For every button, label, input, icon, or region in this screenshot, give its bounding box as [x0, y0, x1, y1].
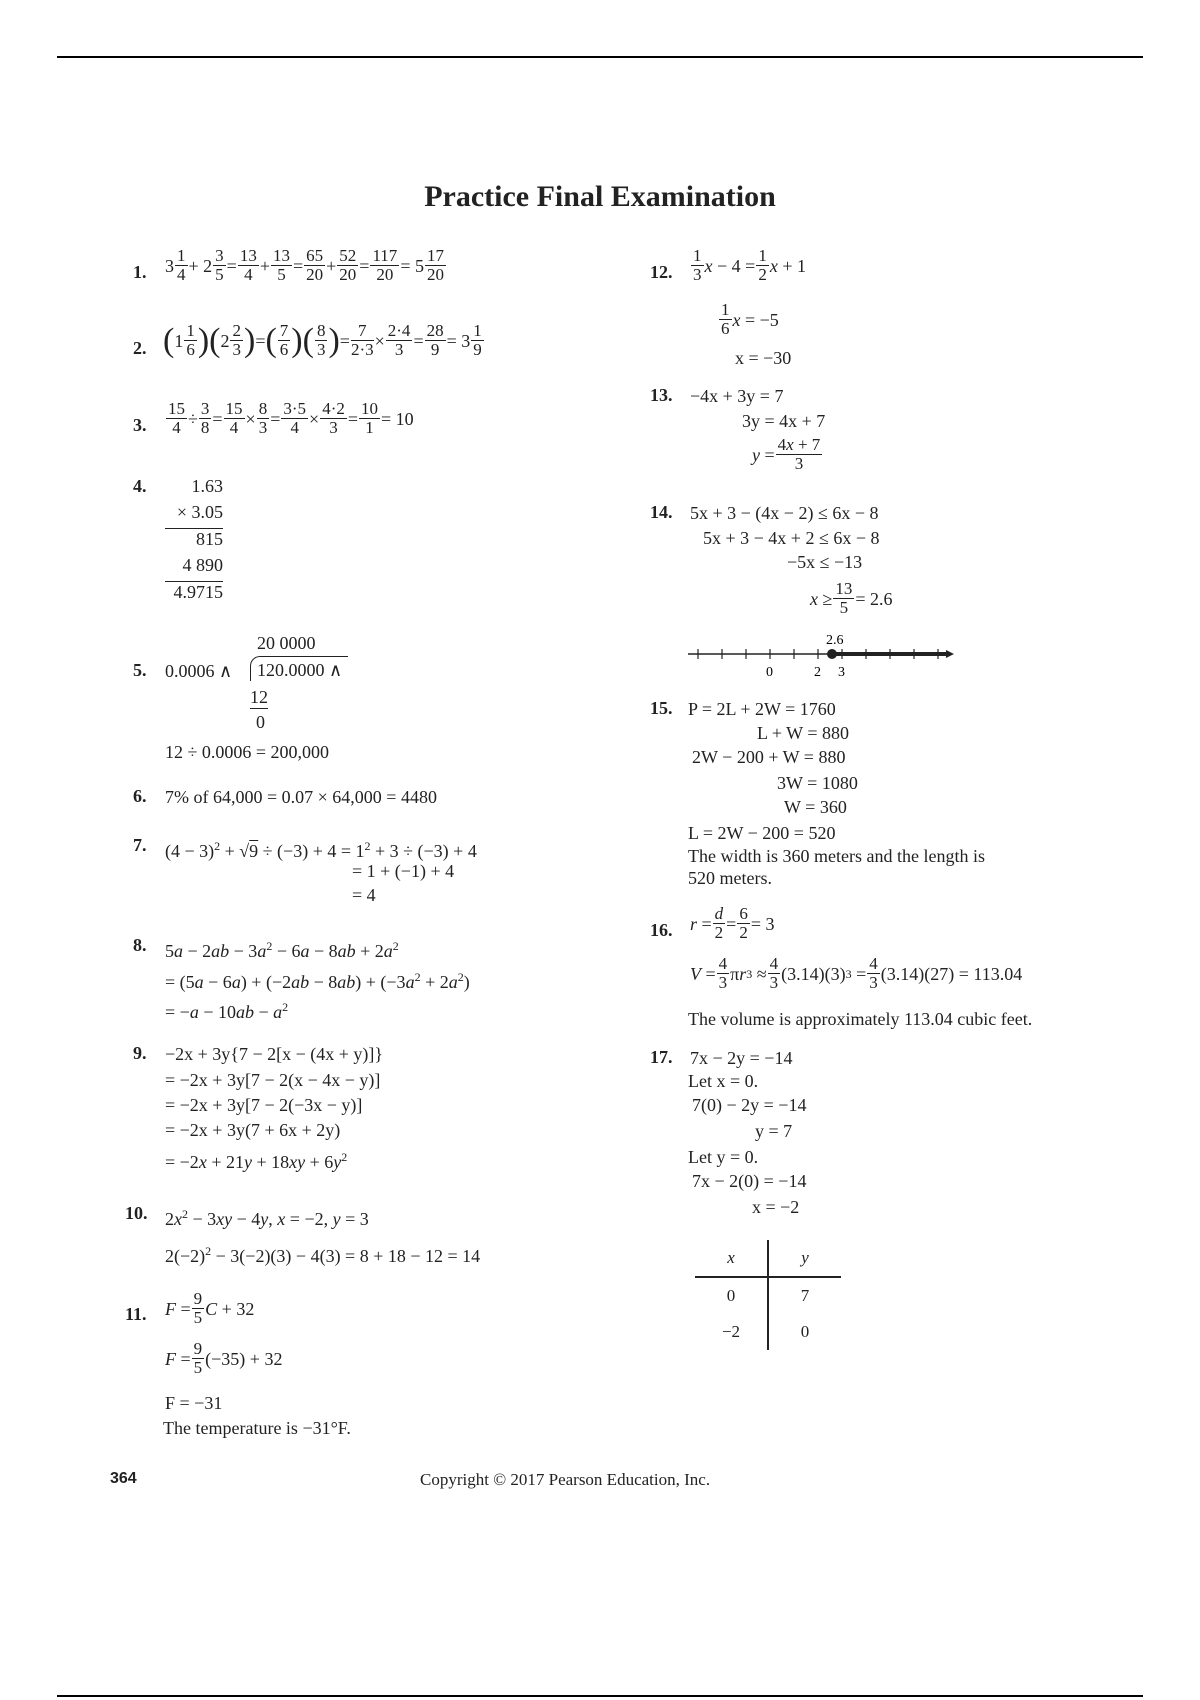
problem-11-line-3: F = −31: [165, 1393, 223, 1413]
arrow-head-icon: [946, 650, 954, 658]
problem-12-line-3: x = −30: [735, 348, 792, 368]
problem-11-line-4: The temperature is −31°F.: [163, 1418, 351, 1438]
table-cell: −2: [695, 1314, 768, 1350]
problem-17-line-6: 7x − 2(0) = −14: [692, 1171, 807, 1191]
tick-label: 0: [766, 665, 773, 680]
multiplicand: 1.63: [191, 476, 223, 496]
problem-number: 6.: [133, 786, 147, 806]
problem-15-line-4: 3W = 1080: [777, 773, 858, 793]
table-cell: 0: [695, 1277, 768, 1314]
tick-label: 2: [814, 665, 821, 680]
problem-number: 9.: [133, 1043, 147, 1063]
closed-point-icon: [827, 649, 837, 659]
problem-9-line-5: = $-2x + 21y + 18xy + 6y^2$: [165, 1150, 348, 1172]
problem-6-work: 7% of 64,000 = 0.07 × 64,000 = 4480: [165, 787, 437, 807]
xy-table: [695, 1240, 841, 1350]
divisor: 0.0006 ∧: [165, 661, 233, 681]
problem-13-line-2: 3y = 4x + 7: [742, 411, 826, 431]
problem-14-line-4: x ≥ 13 5 = 2.6: [810, 579, 893, 617]
problem-15-answer-cont: 520 meters.: [688, 868, 772, 888]
remainder: 0: [256, 712, 265, 732]
problem-number: 17.: [650, 1047, 673, 1067]
point-label: 2.6: [826, 633, 844, 648]
problem-10-line-1: $2x^2 - 3xy - 4y$, x = −2, y = 3: [165, 1207, 369, 1229]
problem-17-line-4: y = 7: [755, 1121, 793, 1141]
problem-17-line-2: Let x = 0.: [688, 1071, 759, 1091]
page-number: 364: [110, 1470, 137, 1487]
problem-9-line-2: = −2x + 3y[7 − 2(x − 4x − y)]: [165, 1070, 381, 1090]
problem-15-line-5: W = 360: [784, 797, 847, 817]
subtract-line: 12: [250, 687, 268, 707]
problem-7-line-1: $(4 - 3)^2 + √9 \div (-3) + 4 = 1^2 + 3 \div (-3) + 4$: [165, 839, 477, 861]
problem-14-line-1: 5x + 3 − (4x − 2) ≤ 6x − 8: [690, 503, 879, 523]
problem-10-line-2: $2(-2)^2 - 3(-2)(3) - 4(3) = 8 + 18 - 12 = 14$: [165, 1244, 481, 1266]
problem-9-line-3: = −2x + 3y[7 − 2(−3x − y)]: [165, 1095, 363, 1115]
bottom-rule: [57, 1695, 1143, 1697]
number-line: [686, 630, 956, 690]
division-result: 12 ÷ 0.0006 = 200,000: [165, 742, 330, 762]
table-cell: 7: [800, 1286, 810, 1305]
problem-number: 14.: [650, 502, 673, 522]
problem-15-line-1: P = 2L + 2W = 1760: [688, 699, 836, 719]
top-rule: [57, 56, 1143, 58]
problem-8-line-3: = $-a - 10ab - a^2$: [165, 1000, 289, 1022]
problem-17-line-7: x = −2: [752, 1197, 800, 1217]
problem-16-line-1: r = d 2 = 6 2 = 3: [690, 904, 775, 942]
problem-number: 8.: [133, 935, 147, 955]
problem-number: 16.: [650, 920, 673, 940]
problem-17-line-3: 7(0) − 2y = −14: [692, 1095, 807, 1115]
problem-17-line-5: Let y = 0.: [688, 1147, 759, 1167]
problem-number: 13.: [650, 385, 673, 405]
dividend: 120.0000 ∧: [250, 656, 348, 681]
problem-number: 4.: [133, 476, 147, 496]
copyright: Copyright © 2017 Pearson Education, Inc.: [420, 1470, 711, 1489]
problem-4-work: [165, 476, 223, 608]
problem-16-line-2: V = 4 3 π r 3 ≈ 4 3 (3.14)(3) 3 = 4 3 (3.14)(27) = 113.04: [690, 954, 1023, 992]
problem-number: 12.: [650, 262, 673, 282]
problem-16-answer: The volume is approximately 113.04 cubic feet.: [688, 1009, 1033, 1029]
problem-15-line-3: 2W − 200 + W = 880: [692, 747, 846, 767]
problem-17-line-1: 7x − 2y = −14: [690, 1048, 793, 1068]
table-cell: 0: [800, 1322, 810, 1341]
problem-9-line-1: −2x + 3y{7 − 2[x − (4x + y)]}: [165, 1044, 384, 1064]
problem-15-line-2: L + W = 880: [757, 723, 849, 743]
problem-number: 1.: [133, 262, 147, 282]
problem-number: 15.: [650, 698, 673, 718]
problem-number: 7.: [133, 835, 147, 855]
table-header: y: [768, 1240, 841, 1277]
problem-7-line-2: = 1 + (−1) + 4: [352, 861, 455, 881]
problem-7-line-3: = 4: [352, 885, 376, 905]
problem-13-line-3: y = 4x + 7 3: [752, 435, 821, 473]
multiplier: × 3.05: [165, 502, 223, 529]
problem-8-line-1: $5a - 2ab - 3a^2 - 6a - 8ab + 2a^2$: [165, 939, 399, 961]
problem-11-line-2: F = 9 5 (−35) + 32: [165, 1339, 283, 1377]
problem-number: 5.: [133, 660, 147, 680]
problem-12-line-1: 1 3 x − 4 = 1 2 x + 1: [693, 246, 806, 284]
problem-14-line-3: −5x ≤ −13: [787, 552, 863, 572]
table-header-row: [695, 1240, 841, 1277]
partial-product: 4 890: [165, 555, 223, 582]
problem-11-line-1: F = 9 5 C + 32: [165, 1289, 255, 1327]
partial-product: 815: [196, 529, 223, 549]
problem-number: 10.: [125, 1203, 148, 1223]
tick-label: 3: [838, 665, 845, 680]
problem-12-line-2: 1 6 x = −5: [721, 300, 779, 338]
problem-1-work: 3 1 4 + 2 3 5 = 13 4 + 13 5 = 65 20 + 52 20 = 117 20 = 5 17 20: [165, 246, 444, 284]
problem-8-line-2: = $(5a - 6a) + (-2ab - 8ab) + (-3a^2 + 2a^2)$: [165, 970, 470, 992]
table-row: [695, 1277, 841, 1314]
problem-2-work: ( 1 1 6 )( 2 2 3 ) = ( 7 6 )( 8 3 ) = 7 2·3 × 2·4 3 = 28 9 = 3 1 9: [163, 321, 482, 359]
problem-14-line-2: 5x + 3 − 4x + 2 ≤ 6x − 8: [703, 528, 880, 548]
table-row: [695, 1314, 841, 1350]
problem-15-line-6: L = 2W − 200 = 520: [688, 823, 836, 843]
problem-15-answer: The width is 360 meters and the length is: [688, 846, 985, 866]
product: 4.9715: [173, 582, 223, 602]
problem-3-work: 15 4 ÷ 3 8 = 15 4 × 8 3 = 3·5 4 × 4·2 3 = 10 1 = 10: [168, 399, 414, 437]
page-title: Practice Final Examination: [424, 180, 776, 213]
quotient: 20 0000: [257, 633, 316, 653]
problem-number: 2.: [133, 338, 147, 358]
problem-number: 3.: [133, 415, 147, 435]
problem-number: 11.: [125, 1304, 147, 1324]
table-header: x: [695, 1240, 768, 1277]
problem-9-line-4: = −2x + 3y(7 + 6x + 2y): [165, 1120, 341, 1140]
problem-13-line-1: −4x + 3y = 7: [690, 386, 784, 406]
